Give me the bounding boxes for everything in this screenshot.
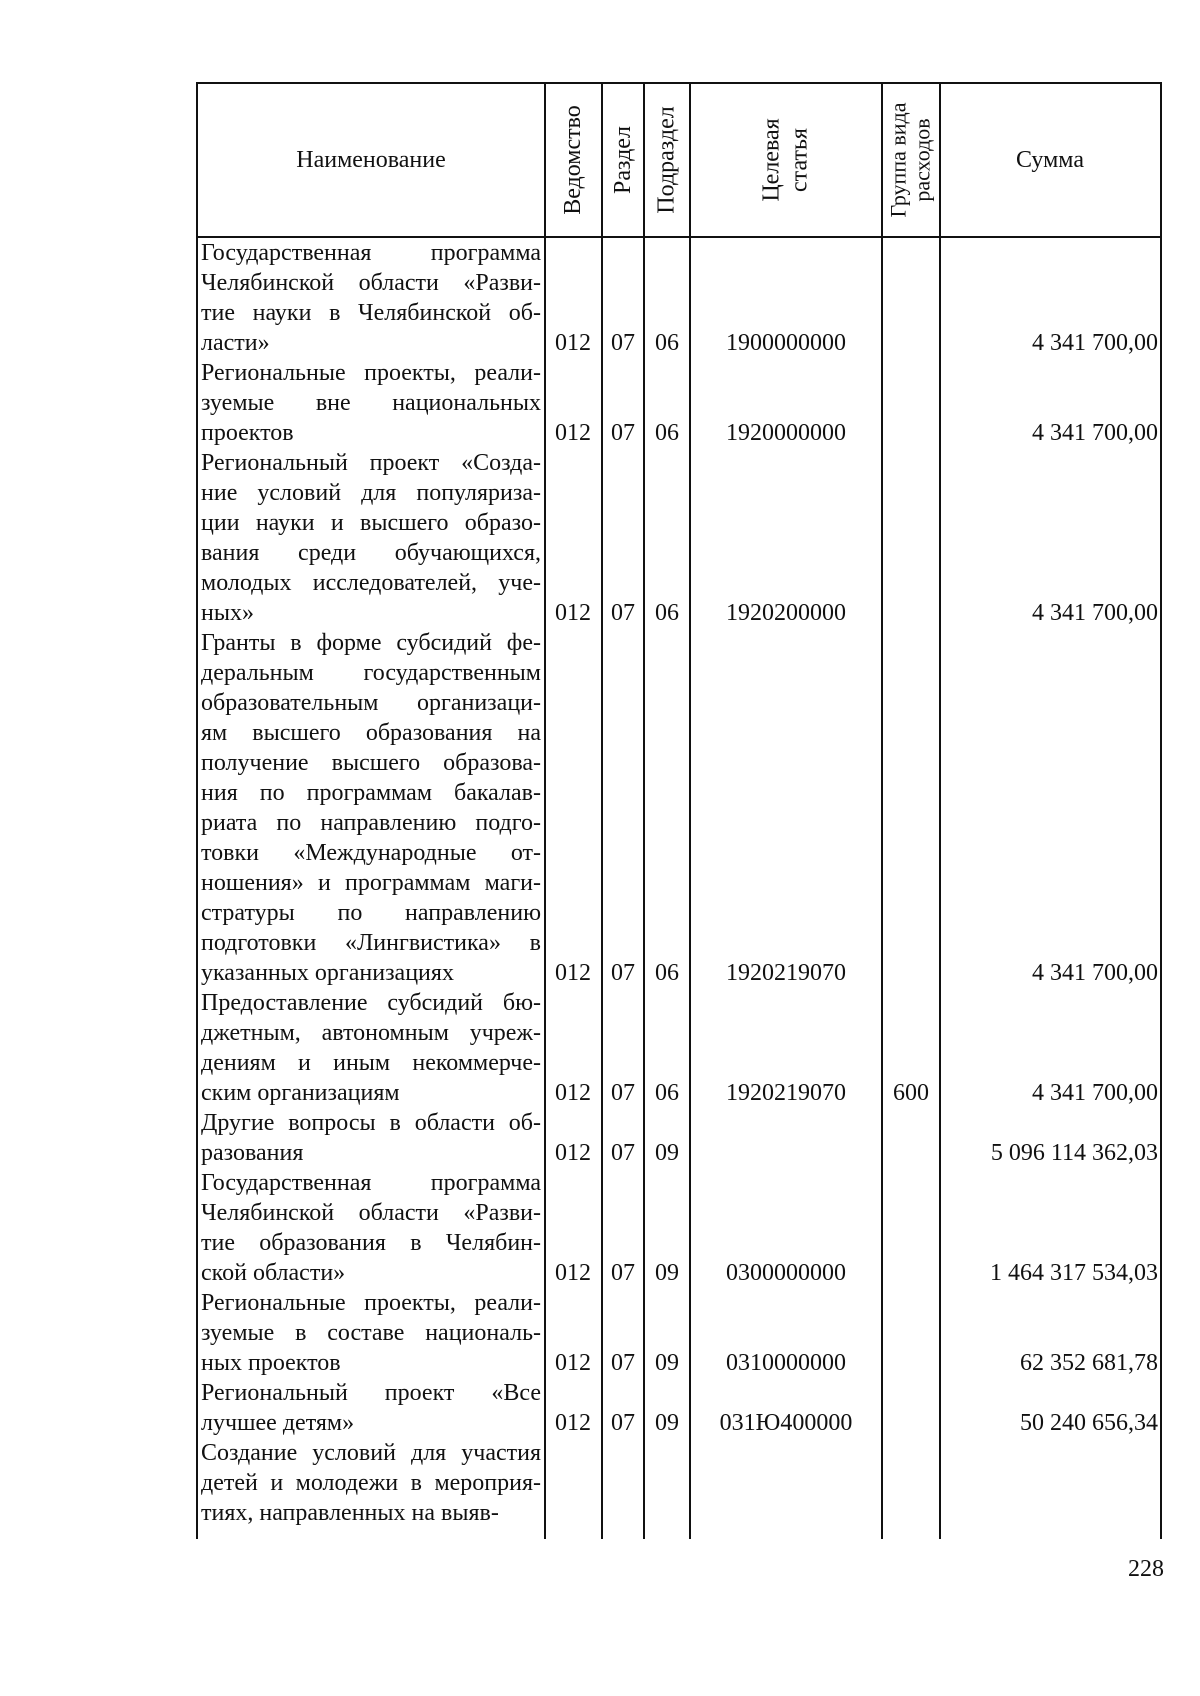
row-podrazdel: 06: [655, 600, 679, 626]
row-name-line: Региональные проекты, реали-: [201, 1290, 541, 1316]
row-gruppa-rashodov: 600: [893, 1080, 929, 1106]
row-name-line: разования: [201, 1140, 304, 1166]
header-podrazdel: [644, 84, 689, 236]
row-celevaya-statya: 1900000000: [726, 330, 846, 356]
row-podrazdel: 09: [655, 1350, 679, 1376]
table-row: [198, 358, 1160, 448]
table-row: [198, 1108, 1160, 1168]
table-row: [198, 1378, 1160, 1438]
row-name: [201, 1168, 541, 1288]
row-name-line: Региональный проект «Все: [201, 1380, 541, 1406]
row-vedomstvo: 012: [555, 330, 591, 356]
row-name-line: Другие вопросы в области об-: [201, 1110, 541, 1136]
header-gruppa-line2: расходов: [909, 118, 935, 202]
row-name-line: Государственная программа: [201, 240, 541, 266]
page-number: 228: [1128, 1556, 1164, 1582]
row-summa: 4 341 700,00: [1032, 330, 1158, 356]
row-celevaya-statya: 1920200000: [726, 600, 846, 626]
row-vedomstvo: 012: [555, 1410, 591, 1436]
header-summa: [940, 84, 1160, 236]
table-row: [198, 1168, 1160, 1288]
header-name: [198, 84, 544, 236]
header-celevaya-line1: Целевая: [758, 118, 785, 202]
row-name-line: ние условий для популяриза-: [201, 480, 541, 506]
row-name: [201, 238, 541, 358]
row-name-line: зуемые вне национальных: [201, 390, 541, 416]
row-name: [201, 628, 541, 988]
row-razdel: 07: [611, 330, 635, 356]
row-name-line: Челябинской области «Разви-: [201, 1200, 541, 1226]
row-podrazdel: 09: [655, 1260, 679, 1286]
row-name-line: проектов: [201, 420, 294, 446]
row-name-line: ским организациям: [201, 1080, 400, 1106]
row-name-line: ния по программам бакалав-: [201, 780, 541, 806]
row-razdel: 07: [611, 1260, 635, 1286]
row-name-line: товки «Международные от-: [201, 840, 541, 866]
row-name-line: ношения» и программам маги-: [201, 870, 541, 896]
row-razdel: 07: [611, 1350, 635, 1376]
row-summa: 5 096 114 362,03: [990, 1140, 1158, 1166]
row-vedomstvo: 012: [555, 1260, 591, 1286]
row-name-line: Предоставление субсидий бю-: [201, 990, 541, 1016]
row-razdel: 07: [611, 1080, 635, 1106]
row-name-line: Региональный проект «Созда-: [201, 450, 541, 476]
row-razdel: 07: [611, 1410, 635, 1436]
header-celevaya: [690, 84, 881, 236]
row-name-line: ласти»: [201, 330, 270, 356]
row-summa: 4 341 700,00: [1032, 960, 1158, 986]
row-podrazdel: 06: [655, 420, 679, 446]
row-name-line: получение высшего образова-: [201, 750, 541, 776]
row-razdel: 07: [611, 420, 635, 446]
row-name-line: образовательным организаци-: [201, 690, 541, 716]
row-name-line: риата по направлению подго-: [201, 810, 541, 836]
row-podrazdel: 09: [655, 1410, 679, 1436]
row-name-line: Гранты в форме субсидий фе-: [201, 630, 541, 656]
row-summa: 1 464 317 534,03: [990, 1260, 1158, 1286]
row-name: [201, 1378, 541, 1438]
header-podrazdel-label: Подраздел: [653, 106, 680, 214]
row-name-line: лучшее детям»: [201, 1410, 355, 1436]
row-name-line: вания среди обучающихся,: [201, 540, 541, 566]
row-razdel: 07: [611, 1140, 635, 1166]
row-name: [201, 1438, 541, 1528]
table-row: [198, 988, 1160, 1108]
table-row: [198, 1438, 1160, 1528]
row-name-line: джетным, автономным учреж-: [201, 1020, 541, 1046]
row-podrazdel: 06: [655, 330, 679, 356]
row-summa: 4 341 700,00: [1032, 1080, 1158, 1106]
row-name-line: подготовки «Лингвистика» в: [201, 930, 541, 956]
row-name: [201, 358, 541, 448]
row-name-line: ям высшего образования на: [201, 720, 541, 746]
row-summa: 62 352 681,78: [1020, 1350, 1158, 1376]
row-vedomstvo: 012: [555, 1350, 591, 1376]
row-summa: 4 341 700,00: [1032, 600, 1158, 626]
row-name-line: ской области»: [201, 1260, 346, 1286]
table-row: [198, 238, 1160, 358]
row-podrazdel: 06: [655, 960, 679, 986]
row-name-line: ных проектов: [201, 1350, 341, 1376]
row-name-line: ции науки и высшего образо-: [201, 510, 541, 536]
row-vedomstvo: 012: [555, 960, 591, 986]
row-name-line: указанных организациях: [201, 960, 454, 986]
row-name-line: стратуры по направлению: [201, 900, 541, 926]
row-celevaya-statya: 1920219070: [726, 960, 846, 986]
row-vedomstvo: 012: [555, 1080, 591, 1106]
row-razdel: 07: [611, 600, 635, 626]
row-name-line: детей и молодежи в мероприя-: [201, 1470, 541, 1496]
row-vedomstvo: 012: [555, 600, 591, 626]
row-name: [201, 448, 541, 628]
row-vedomstvo: 012: [555, 1140, 591, 1166]
row-celevaya-statya: 0310000000: [726, 1350, 846, 1376]
row-name-line: Региональные проекты, реали-: [201, 360, 541, 386]
row-name: [201, 1108, 541, 1168]
row-name-line: дениям и иным некоммерче-: [201, 1050, 541, 1076]
row-name-line: ных»: [201, 600, 254, 626]
row-name-line: зуемые в составе националь-: [201, 1320, 541, 1346]
row-vedomstvo: 012: [555, 420, 591, 446]
row-celevaya-statya: 0300000000: [726, 1260, 846, 1286]
header-name-label: Наименование: [296, 147, 446, 173]
row-name-line: деральным государственным: [201, 660, 541, 686]
header-gruppa-line1: Группа вида: [885, 102, 911, 218]
row-name-line: тие науки в Челябинской об-: [201, 300, 541, 326]
row-name-line: тие образования в Челябин-: [201, 1230, 541, 1256]
row-name-line: тиях, направленных на выяв-: [201, 1500, 499, 1526]
header-summa-label: Сумма: [1016, 147, 1084, 173]
header-ved: [545, 84, 601, 236]
header-gruppa: [882, 84, 939, 236]
row-name-line: Челябинской области «Разви-: [201, 270, 541, 296]
row-celevaya-statya: 1920000000: [726, 420, 846, 446]
row-name: [201, 1288, 541, 1378]
budget-table: [196, 82, 1162, 1539]
row-summa: 4 341 700,00: [1032, 420, 1158, 446]
row-name-line: молодых исследователей, уче-: [201, 570, 541, 596]
row-razdel: 07: [611, 960, 635, 986]
row-celevaya-statya: 031Ю400000: [719, 1410, 853, 1436]
row-name-line: Государственная программа: [201, 1170, 541, 1196]
header-celevaya-line2: статья: [786, 128, 813, 192]
header-razdel-label: Раздел: [609, 126, 636, 194]
row-name-line: Создание условий для участия: [201, 1440, 541, 1466]
table-row: [198, 1288, 1160, 1378]
row-podrazdel: 09: [655, 1140, 679, 1166]
row-summa: 50 240 656,34: [1020, 1410, 1158, 1436]
row-name: [201, 988, 541, 1108]
row-podrazdel: 06: [655, 1080, 679, 1106]
table-row: [198, 448, 1160, 628]
header-ved-label: Ведомство: [560, 105, 586, 215]
table-row: [198, 628, 1160, 988]
row-celevaya-statya: 1920219070: [726, 1080, 846, 1106]
header-razdel: [602, 84, 643, 236]
